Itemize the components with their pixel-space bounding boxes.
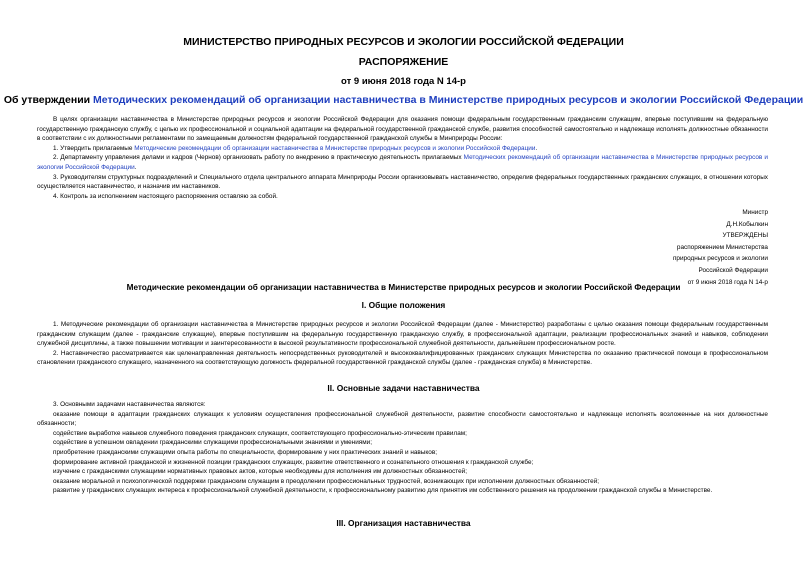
item-1-suffix: . bbox=[535, 144, 538, 152]
intro-paragraph: В целях организации наставничества в Министерстве природных ресурсов и экологии Российской Федерации для оказания помощи федеральным государственным гражданским служащим, впервые поступившим на федеральную государственную гражданскую службу, с целью их профессиональной и социальной адаптации на федеральной государственной гражданской службе, развития способностей самостоятельно и надлежаще исполнять должностные обязанности в соответствии с их должностными регламентами по замещаемым должностям федеральной государственной гражданской службы в Минприроды России: bbox=[37, 116, 768, 143]
section-1-heading: I. Общие положения bbox=[361, 300, 446, 310]
section-1-body bbox=[37, 320, 768, 368]
item-2-suffix: . bbox=[134, 163, 137, 171]
signature-block bbox=[568, 207, 768, 288]
section-1-paragraph-1: 1. Методические рекомендации об организации наставничества в Министерстве природных ресурсов и экологии Российской Федерации (далее - Министерство) разработаны с целью оказания помощи федеральным государственным гражданским служащим (далее - гражданские служащие), впервые поступившим на федеральную государственную гражданскую службу, в профессиональной адаптации, реализации профессиональных знаний и навыков, соблюдении служебной дисциплины, а также повышении мотивации и заинтересованности в высокой результативности профессиональной служебной деятельности, дальнейшем профессиональном росте. bbox=[37, 321, 768, 348]
document-type: РАСПОРЯЖЕНИЕ bbox=[358, 56, 449, 68]
approval-line-1: распоряжением Министерства bbox=[676, 243, 768, 251]
list-item: изучение с гражданскими служащими нормативных правовых актов, которые необходимы для исполнения им должностных обязанностей; bbox=[53, 468, 468, 476]
signatory-name: Д.Н.Кобылкин bbox=[726, 220, 768, 228]
approval-line-4: от 9 июня 2018 года N 14-р bbox=[687, 278, 768, 286]
intro-item-4: 4. Контроль за исполнением настоящего распоряжения оставляю за собой. bbox=[53, 192, 278, 200]
list-item: развитие у гражданских служащих интереса к профессиональной служебной деятельности, к профессиональному развитию для принятия им собственного решения на продолжении гражданской службы в Министерстве. bbox=[53, 487, 713, 495]
item-2-prefix: 2. Департаменту управления делами и кадров (Чернов) организовать работу по внедрению в практическую деятельность прилагаемых bbox=[53, 154, 464, 162]
recommendations-title: Методические рекомендации об организации наставничества в Министерстве природных ресурсов и экологии Российской Федерации bbox=[126, 283, 681, 292]
list-item: приобретение гражданскими служащими опыта работы по специальности, формирование у них практических знаний и навыков; bbox=[53, 448, 437, 456]
title-prefix: Об утверждении bbox=[3, 94, 94, 106]
intro-item-1 bbox=[37, 144, 768, 154]
document-date-number: от 9 июня 2018 года N 14-р bbox=[341, 76, 466, 87]
title-link[interactable]: Методических рекомендаций об организации наставничества в Министерстве природных ресурсов и экологии Российской Федерации bbox=[93, 94, 804, 106]
list-item: формирование активной гражданской и жизненной позиции гражданских служащих, развитие ответственного и сознательного отношения к гражданской службе; bbox=[53, 458, 534, 466]
ministry-heading: МИНИСТЕРСТВО ПРИРОДНЫХ РЕСУРСОВ И ЭКОЛОГИИ РОССИЙСКОЙ ФЕДЕРАЦИИ bbox=[183, 36, 624, 48]
list-item: содействие выработке навыков служебного поведения гражданских служащих, соответствующего профессионально-этическим правилам; bbox=[53, 429, 467, 437]
approved-label: УТВЕРЖДЕНЫ bbox=[722, 232, 768, 240]
list-item: содействие в успешном овладении гражданскими служащими профессиональными знаниями и умениями; bbox=[53, 439, 372, 447]
section-2-lead: 3. Основными задачами наставничества являются: bbox=[53, 401, 206, 408]
intro-item-2 bbox=[37, 153, 768, 172]
item-1-prefix: 1. Утвердить прилагаемые bbox=[53, 144, 135, 152]
intro-item-3: 3. Руководителям структурных подразделений и Специального отдела центрального аппарата Минприроды России организовывать наставничество, определив федеральных государственных гражданских служащих, в отношении которых осуществляется наставничество, и назначив им наставников. bbox=[37, 173, 768, 191]
list-item: оказание помощи в адаптации гражданских служащих к условиям осуществления профессиональной служебной деятельности, развитие способности самостоятельно и надлежаще исполнять возложенные на них должностные обязанности; bbox=[37, 410, 768, 428]
list-item: оказание моральной и психологической поддержки гражданским служащим в преодолении профессиональных трудностей, возникающих при исполнении должностных обязанностей; bbox=[53, 477, 600, 485]
document-title bbox=[0, 94, 807, 106]
item-2-link[interactable]: Методических рекомендаций об организации наставничества в Министерстве природных ресурсов и экологии Российской Федерации bbox=[37, 154, 768, 171]
section-2-heading: II. Основные задачи наставничества bbox=[327, 383, 480, 393]
section-1-paragraph-2: 2. Наставничество рассматривается как целенаправленная деятельность непосредственных руководителей и высококвалифицированных гражданских служащих Министерства по оказанию практической помощи в профессиональном становлении гражданского служащего, назначенного на соответствующую должность федеральной государственной гражданской службы (далее - гражданская служба) в Министерстве. bbox=[37, 349, 768, 367]
section-2-body bbox=[37, 400, 768, 496]
intro-block bbox=[37, 115, 768, 201]
item-1-link[interactable]: Методические рекомендации об организации наставничества в Министерстве природных ресурсов и экологии Российской Федерации bbox=[134, 144, 536, 152]
approval-line-2: природных ресурсов и экологии bbox=[672, 255, 768, 263]
signatory-position: Министр bbox=[742, 209, 768, 216]
approval-line-3: Российской Федерации bbox=[698, 266, 768, 274]
section-3-heading: III. Организация наставничества bbox=[336, 518, 471, 528]
